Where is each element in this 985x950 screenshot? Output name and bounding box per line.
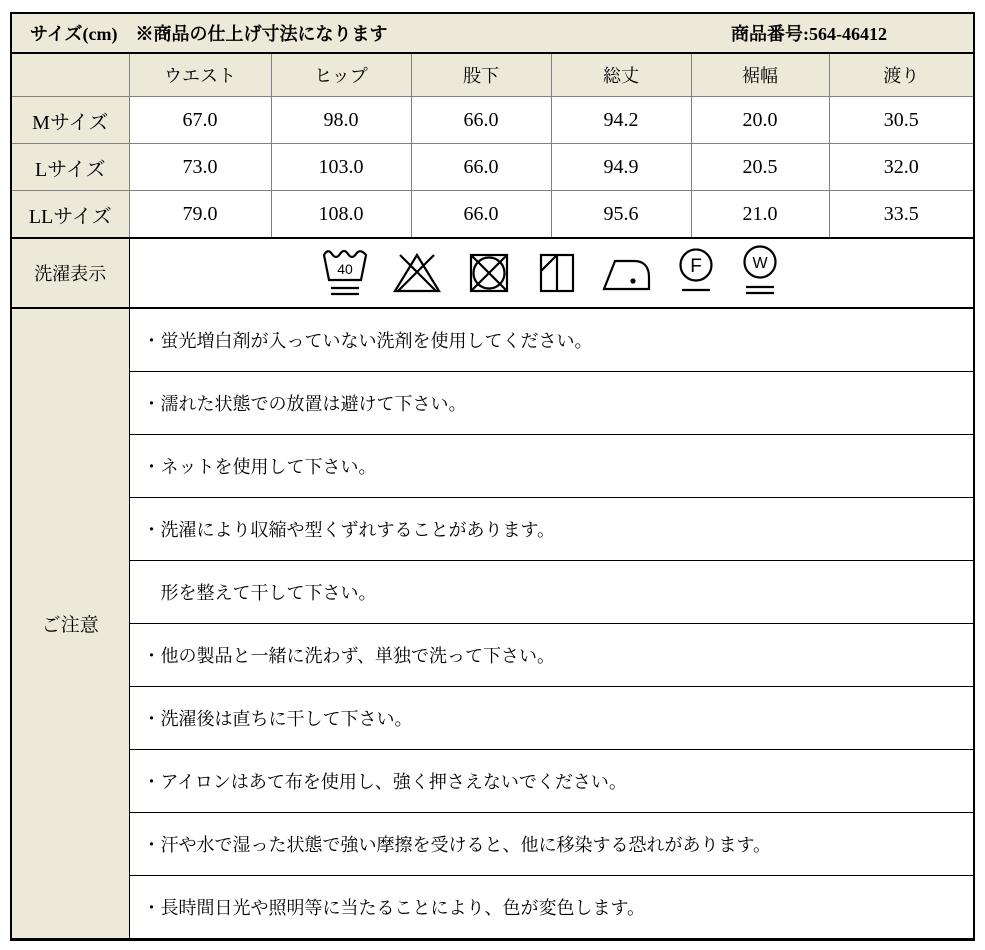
cell-l-hem-width: 20.5 bbox=[691, 144, 829, 191]
do-not-tumble-dry-icon bbox=[466, 250, 512, 296]
note-item: ・長時間日光や照明等に当たることにより、色が変色します。 bbox=[129, 876, 974, 940]
svg-text:F: F bbox=[690, 256, 703, 277]
cell-l-hip: 103.0 bbox=[271, 144, 411, 191]
note-item: 形を整えて干して下さい。 bbox=[129, 561, 974, 624]
cell-ll-hem-width: 21.0 bbox=[691, 191, 829, 239]
svg-text:40: 40 bbox=[337, 261, 354, 277]
note-row bbox=[11, 813, 974, 876]
cell-m-thigh-width: 30.5 bbox=[829, 97, 974, 144]
table-row-size-m bbox=[11, 97, 974, 144]
note-row bbox=[11, 435, 974, 498]
column-header-row bbox=[11, 53, 974, 97]
wash-40-very-gentle-icon bbox=[322, 244, 368, 302]
note-row bbox=[11, 687, 974, 750]
product-number: 商品番号:564-46412 bbox=[731, 24, 888, 44]
care-symbols-row bbox=[11, 238, 974, 308]
col-header-thigh-width: 渡り bbox=[829, 53, 974, 97]
col-header-inseam: 股下 bbox=[411, 53, 551, 97]
row-label-l: Lサイズ bbox=[11, 144, 129, 191]
note-item: ・濡れた状態での放置は避けて下さい。 bbox=[129, 372, 974, 435]
col-header-total-length: 総丈 bbox=[551, 53, 691, 97]
note-row bbox=[11, 498, 974, 561]
cell-m-waist: 67.0 bbox=[129, 97, 271, 144]
col-header-hem-width: 裾幅 bbox=[691, 53, 829, 97]
cell-l-thigh-width: 32.0 bbox=[829, 144, 974, 191]
cell-m-hip: 98.0 bbox=[271, 97, 411, 144]
note-row bbox=[11, 561, 974, 624]
cell-l-inseam: 66.0 bbox=[411, 144, 551, 191]
cell-ll-thigh-width: 33.5 bbox=[829, 191, 974, 239]
note-item: ・洗濯により収縮や型くずれすることがあります。 bbox=[129, 498, 974, 561]
cell-m-total-length: 94.2 bbox=[551, 97, 691, 144]
cell-m-inseam: 66.0 bbox=[411, 97, 551, 144]
note-row bbox=[11, 750, 974, 813]
cell-l-waist: 73.0 bbox=[129, 144, 271, 191]
row-label-m: Mサイズ bbox=[11, 97, 129, 144]
size-spec-table bbox=[10, 12, 975, 941]
svg-text:W: W bbox=[752, 255, 768, 272]
care-symbols-cell bbox=[129, 238, 974, 308]
size-unit-note: サイズ(cm) ※商品の仕上げ寸法になります bbox=[30, 24, 388, 44]
note-item: ・他の製品と一緒に洗わず、単独で洗って下さい。 bbox=[129, 624, 974, 687]
cell-ll-total-length: 95.6 bbox=[551, 191, 691, 239]
cell-m-hem-width: 20.0 bbox=[691, 97, 829, 144]
cell-l-total-length: 94.9 bbox=[551, 144, 691, 191]
line-dry-in-shade-icon bbox=[536, 250, 578, 296]
note-item: ・蛍光増白剤が入っていない洗剤を使用してください。 bbox=[129, 308, 974, 372]
title-bar bbox=[11, 13, 974, 53]
note-item: ・アイロンはあて布を使用し、強く押さえないでください。 bbox=[129, 750, 974, 813]
note-item: ・汗や水で湿った状態で強い摩擦を受けると、他に移染する恐れがあります。 bbox=[129, 813, 974, 876]
wet-clean-very-gentle-icon bbox=[740, 245, 780, 301]
iron-low-temp-icon bbox=[602, 253, 652, 293]
note-row bbox=[11, 308, 974, 372]
note-item: ・ネットを使用して下さい。 bbox=[129, 435, 974, 498]
care-row-label: 洗濯表示 bbox=[11, 238, 129, 308]
notes-section-label: ご注意 bbox=[11, 308, 129, 940]
table-row-size-ll bbox=[11, 191, 974, 239]
note-item: ・洗濯後は直ちに干して下さい。 bbox=[129, 687, 974, 750]
col-header-waist: ウエスト bbox=[129, 53, 271, 97]
note-row bbox=[11, 372, 974, 435]
cell-ll-inseam: 66.0 bbox=[411, 191, 551, 239]
do-not-bleach-icon bbox=[392, 250, 442, 296]
col-header-hip: ヒップ bbox=[271, 53, 411, 97]
corner-cell bbox=[11, 53, 129, 97]
note-row bbox=[11, 624, 974, 687]
note-row bbox=[11, 876, 974, 940]
dry-clean-petroleum-gentle-icon bbox=[676, 248, 716, 298]
title-bar-row bbox=[11, 13, 974, 53]
row-label-ll: LLサイズ bbox=[11, 191, 129, 239]
table-row-size-l bbox=[11, 144, 974, 191]
cell-ll-hip: 108.0 bbox=[271, 191, 411, 239]
cell-ll-waist: 79.0 bbox=[129, 191, 271, 239]
